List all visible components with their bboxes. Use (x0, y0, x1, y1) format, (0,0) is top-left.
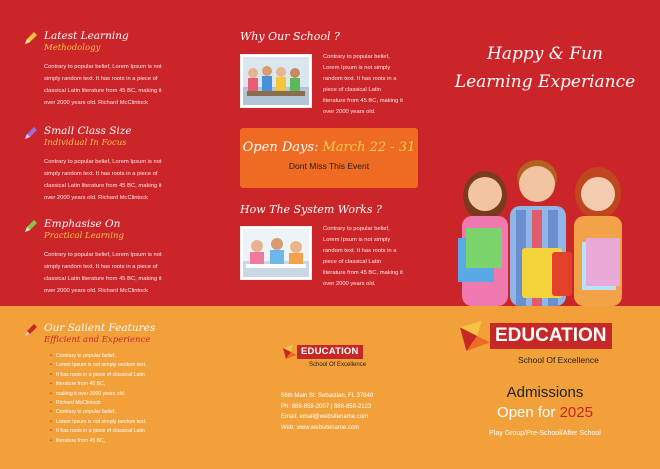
admissions-open-prefix: Open for (497, 404, 556, 421)
pencil-icon (24, 126, 38, 145)
feature-text: Contrary to popular belief, Lorem Ipsum is not simply random text. It has roots in a piece of classical Latin literature from 45 BC, making it over 2000 years old. Richard McClintock (44, 64, 162, 106)
feature-title: Latest Learning (44, 30, 129, 42)
list-item: • Contrary to popular belief, (50, 352, 190, 361)
salient-list (50, 352, 190, 446)
logo-large-tagline: School Of Excellence (518, 355, 599, 365)
list-item: • making it over 2000 years old. (50, 390, 190, 399)
list-item: • literature from 45 BC, (50, 437, 190, 446)
hero-line-1: Happy & Fun (487, 44, 603, 64)
pencil-icon (24, 323, 38, 342)
open-days-banner (240, 128, 418, 188)
why-our-school-title: Why Our School ? (240, 30, 340, 43)
students-photo (240, 226, 312, 280)
list-item: • literature from 45 BC, (50, 380, 190, 389)
salient-title: Our Salient Features (44, 322, 156, 334)
admissions-year: 2025 (559, 404, 593, 421)
hero-line-2: Learning Experiance (454, 72, 636, 92)
list-item: • It has roots in a piece of classical Latin (50, 427, 190, 436)
salient-subtitle: Efficient and Experience (44, 335, 151, 345)
hero-heading (440, 40, 650, 96)
system-works-text: Contrary to popular belief, Lorem Ipsum is not simply random text. It has roots in a piece of classical Latin literature from 45 BC, making it over 2000 years old. (323, 226, 403, 287)
feature-text: Contrary to popular belief, Lorem Ipsum is not simply random text. It has roots in a piece of classical Latin literature from 45 BC, making it over 2000 years old. Richard McClintock (44, 159, 162, 201)
feature-subtitle: Practical Learning (44, 231, 124, 241)
contact-phone: Ph: 888-858-2007 | 888-858-2123 (281, 403, 372, 410)
open-days-label: Open Days: (242, 140, 319, 155)
admissions-programs: Play Group/Pre-School/After School (489, 430, 601, 437)
why-our-school-text: Contrary to popular belief, Lorem Ipsum is not simply random text. It has roots in a piece of classical Latin literature from 45 BC, making it over 2000 years old. (323, 54, 403, 115)
logo-small-name: EDUCATION (297, 345, 363, 359)
admissions-open (460, 404, 630, 421)
logo-mark-icon (460, 321, 490, 356)
list-item: • It has roots in a piece of classical Latin (50, 371, 190, 380)
pencil-icon (24, 31, 38, 50)
contact-address: 56th Main St. Sebastian, FL 37848 (281, 393, 374, 399)
contact-email: Email: email@websitename.com (281, 414, 369, 420)
contact-web: Web: www.websitename.com (281, 424, 360, 431)
system-works-title: How The System Works ? (240, 203, 382, 216)
logo-mark-icon (283, 345, 297, 364)
list-item: • Richard McClintock (50, 399, 190, 408)
students-group-photo (440, 148, 660, 306)
contact-info (281, 391, 373, 433)
admissions-heading: Admissions (506, 384, 584, 401)
open-days-subtitle: Dont Miss This Event (288, 161, 370, 171)
logo-small-tagline: School Of Excellence (309, 362, 367, 368)
feature-text: Contrary to popular belief, Lorem Ipsum is not simply random text. It has roots in a piece of classical Latin literature from 45 BC, making it over 2000 years old. Richard McClintock (44, 252, 162, 294)
pencil-icon (24, 219, 38, 238)
open-days-dates: March 22 - 31 (322, 140, 416, 155)
feature-subtitle: Methodology (44, 43, 101, 53)
list-item: • Contrary to popular belief, (50, 408, 190, 417)
list-item: • Lorem Ipsum is not simply random text. (50, 418, 190, 427)
classroom-photo (240, 54, 312, 108)
feature-subtitle: Individual In Focus (44, 138, 127, 148)
list-item: • Lorem Ipsum is not simply random text. (50, 361, 190, 370)
feature-title: Emphasise On (44, 218, 121, 230)
logo-large-name: EDUCATION (490, 323, 612, 349)
feature-title: Small Class Size (44, 125, 132, 137)
